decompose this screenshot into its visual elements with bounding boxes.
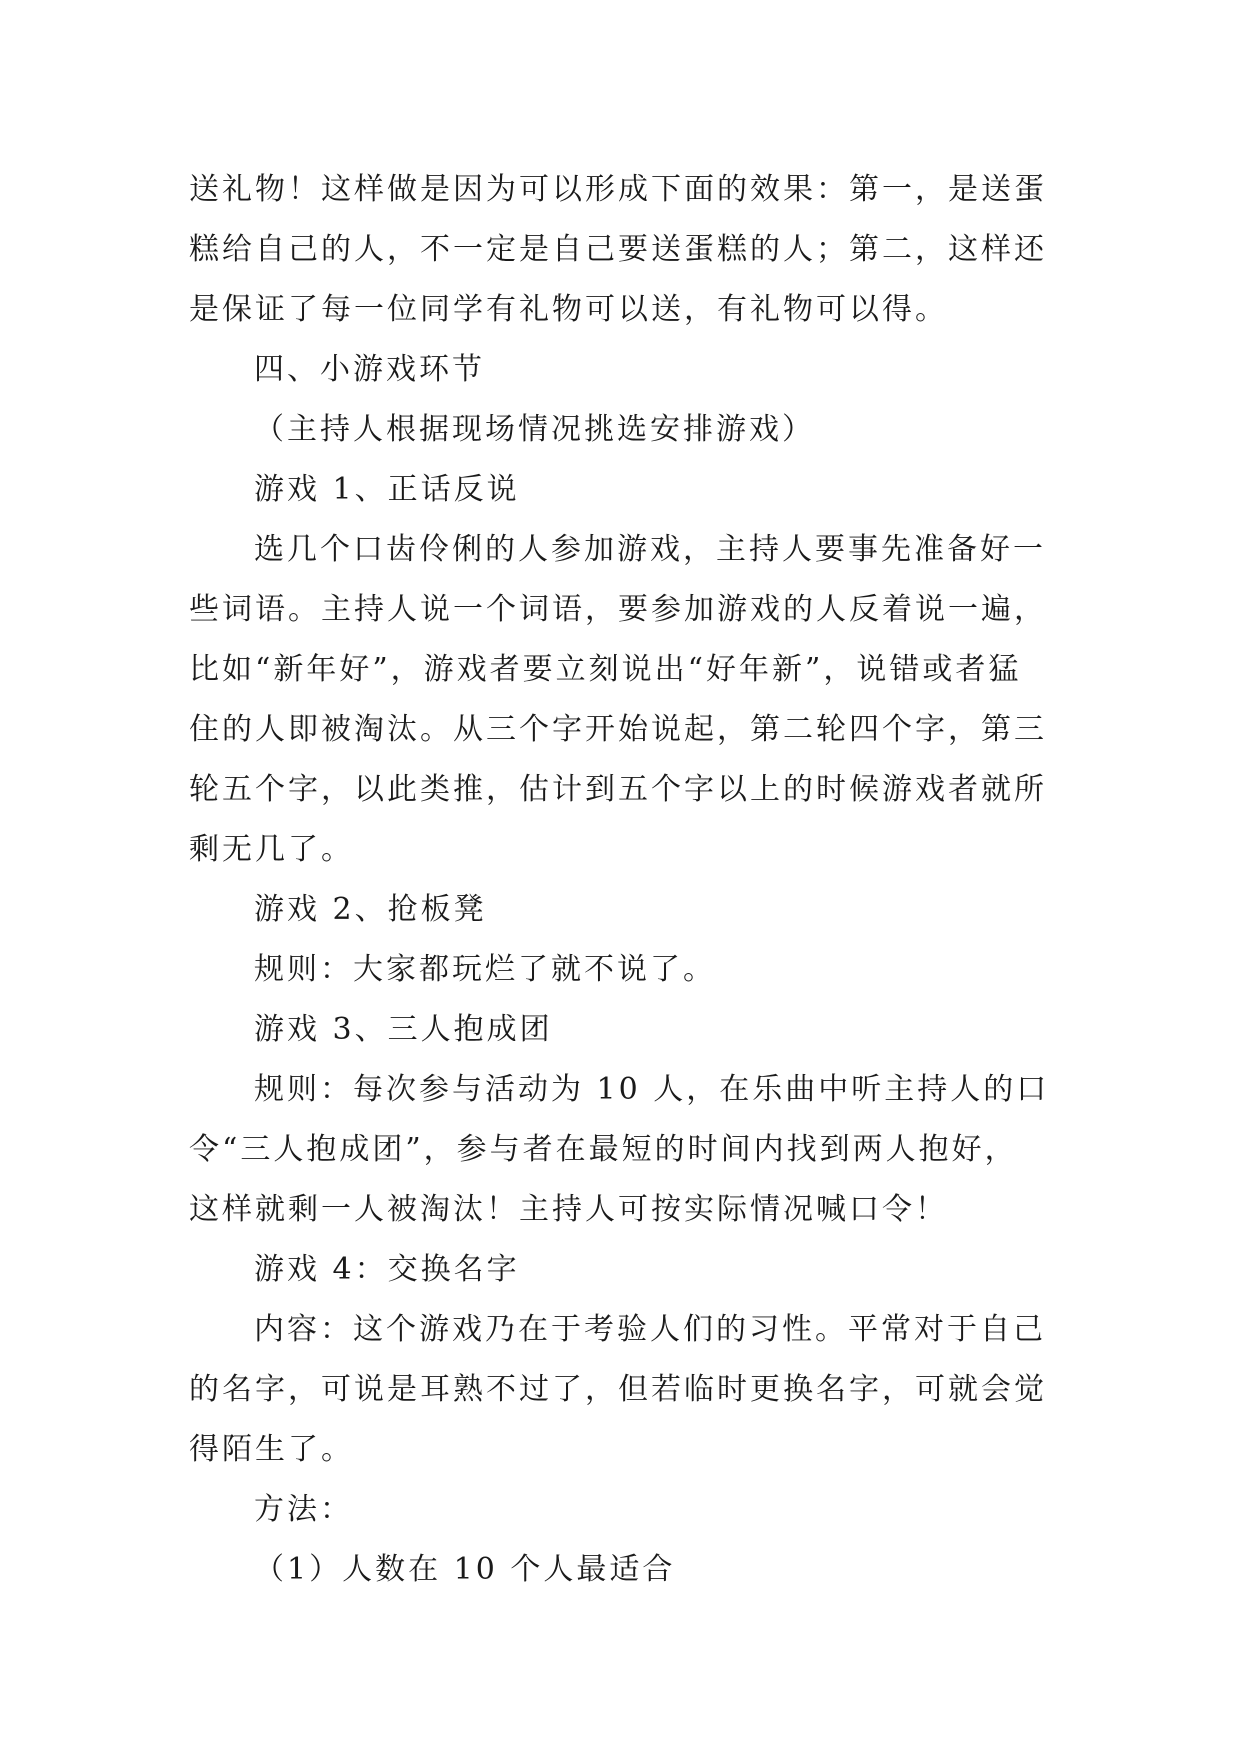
- text-line: 规则：每次参与活动为 10 人，在乐曲中听主持人的口: [254, 1072, 1050, 1107]
- text-line: 些词语。主持人说一个词语，要参加游戏的人反着说一遍，: [189, 592, 1047, 627]
- game-4-method-label: 方法：: [254, 1492, 353, 1527]
- text-line: 剩无几了。: [189, 832, 354, 867]
- text-line: 比如“新年好”，游戏者要立刻说出“好年新”，说错或者猛: [189, 652, 1022, 687]
- game-3-title: 游戏 3、三人抱成团: [254, 1012, 553, 1047]
- game-4-method-step-1: （1）人数在 10 个人最适合: [254, 1552, 676, 1587]
- section-heading-mini-games: 四、小游戏环节: [254, 352, 485, 387]
- text-line: 糕给自己的人，不一定是自己要送蛋糕的人；第二，这样还: [189, 232, 1047, 267]
- text-line: 令“三人抱成团”，参与者在最短的时间内找到两人抱好，: [189, 1132, 1018, 1167]
- text-line: 选几个口齿伶俐的人参加游戏，主持人要事先准备好一: [254, 532, 1046, 567]
- game-4-title: 游戏 4：交换名字: [254, 1252, 520, 1287]
- text-line: 内容：这个游戏乃在于考验人们的习性。平常对于自己: [254, 1312, 1046, 1347]
- text-line: 得陌生了。: [189, 1432, 354, 1467]
- section-note-host-selects: （主持人根据现场情况挑选安排游戏）: [254, 412, 815, 447]
- text-line: 的名字，可说是耳熟不过了，但若临时更换名字，可就会觉: [189, 1372, 1047, 1407]
- document-body: [189, 160, 1057, 1600]
- text-line: 是保证了每一位同学有礼物可以送，有礼物可以得。: [189, 292, 948, 327]
- text-line: 住的人即被淘汰。从三个字开始说起，第二轮四个字，第三: [189, 712, 1047, 747]
- game-1-title: 游戏 1、正话反说: [254, 472, 520, 507]
- paragraph-gift-effect: [189, 160, 1057, 340]
- text-line: 轮五个字，以此类推，估计到五个字以上的时候游戏者就所: [189, 772, 1047, 807]
- game-4-content: [189, 1300, 1057, 1480]
- game-2-title: 游戏 2、抢板凳: [254, 892, 487, 927]
- game-3-rules: [189, 1060, 1057, 1240]
- game-2-rules: 规则：大家都玩烂了就不说了。: [254, 952, 716, 987]
- text-line: 送礼物！这样做是因为可以形成下面的效果：第一，是送蛋: [189, 172, 1047, 207]
- game-1-description: [189, 520, 1057, 880]
- text-line: 这样就剩一人被淘汰！主持人可按实际情况喊口令！: [189, 1192, 948, 1227]
